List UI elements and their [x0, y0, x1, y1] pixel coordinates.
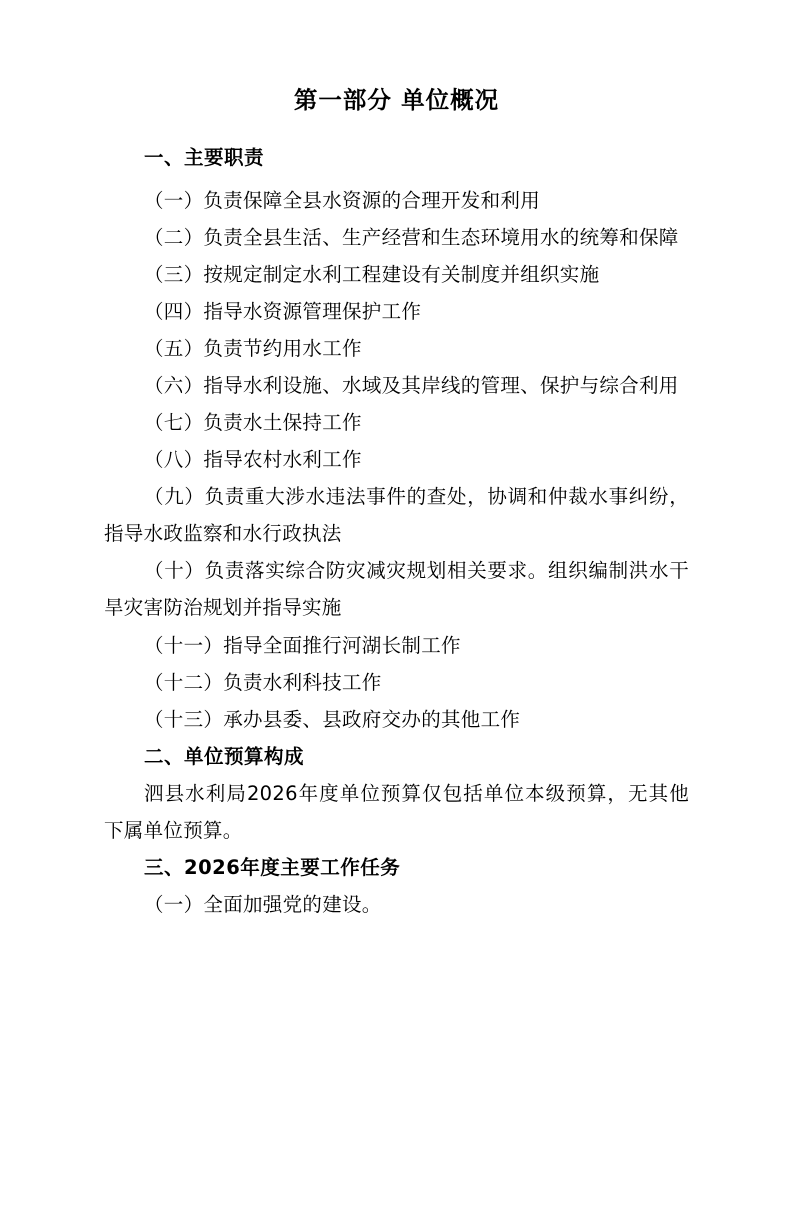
page-title: 第一部分 单位概况: [293, 86, 500, 114]
paragraph: （三）按规定制定水利工程建设有关制度并组织实施: [144, 263, 600, 287]
paragraph: （八）指导农村水利工作: [144, 448, 362, 472]
section-heading: 三、2026年度主要工作任务: [144, 855, 401, 879]
paragraph: （四）指导水资源管理保护工作: [144, 300, 422, 324]
section-body: [104, 886, 689, 923]
paragraph: （一）负责保障全县水资源的合理开发和利用: [144, 188, 541, 212]
section-body: [104, 775, 689, 849]
section-body: [104, 182, 689, 738]
paragraph: （二）负责全县生活、生产经营和生态环境用水的统筹和保障: [144, 225, 679, 249]
section-main-duties: [104, 139, 689, 738]
section-heading: 一、主要职责: [144, 145, 265, 169]
section-main-tasks: [104, 849, 689, 923]
paragraph: 泗县水利局2026年度单位预算仅包括单位本级预算，无其他下属单位预算。: [104, 781, 689, 842]
paragraph: （五）负责节约用水工作: [144, 337, 362, 361]
section-heading: 二、单位预算构成: [144, 744, 305, 768]
paragraph: （九）负责重大涉水违法事件的查处，协调和仲裁水事纠纷，指导水政监察和水行政执法: [104, 485, 689, 546]
paragraph: （十一）指导全面推行河湖长制工作: [144, 633, 461, 657]
paragraph: （七）负责水土保持工作: [144, 411, 362, 435]
document-page: [0, 84, 793, 1206]
section-budget-composition: [104, 738, 689, 849]
paragraph: （十二）负责水利科技工作: [144, 670, 382, 694]
paragraph: （十三）承办县委、县政府交办的其他工作: [144, 707, 521, 731]
paragraph: （十）负责落实综合防灾减灾规划相关要求。组织编制洪水干旱灾害防治规划并指导实施: [104, 559, 689, 620]
paragraph: （一）全面加强党的建设。: [144, 892, 382, 916]
paragraph: （六）指导水利设施、水域及其岸线的管理、保护与综合利用: [144, 374, 679, 398]
